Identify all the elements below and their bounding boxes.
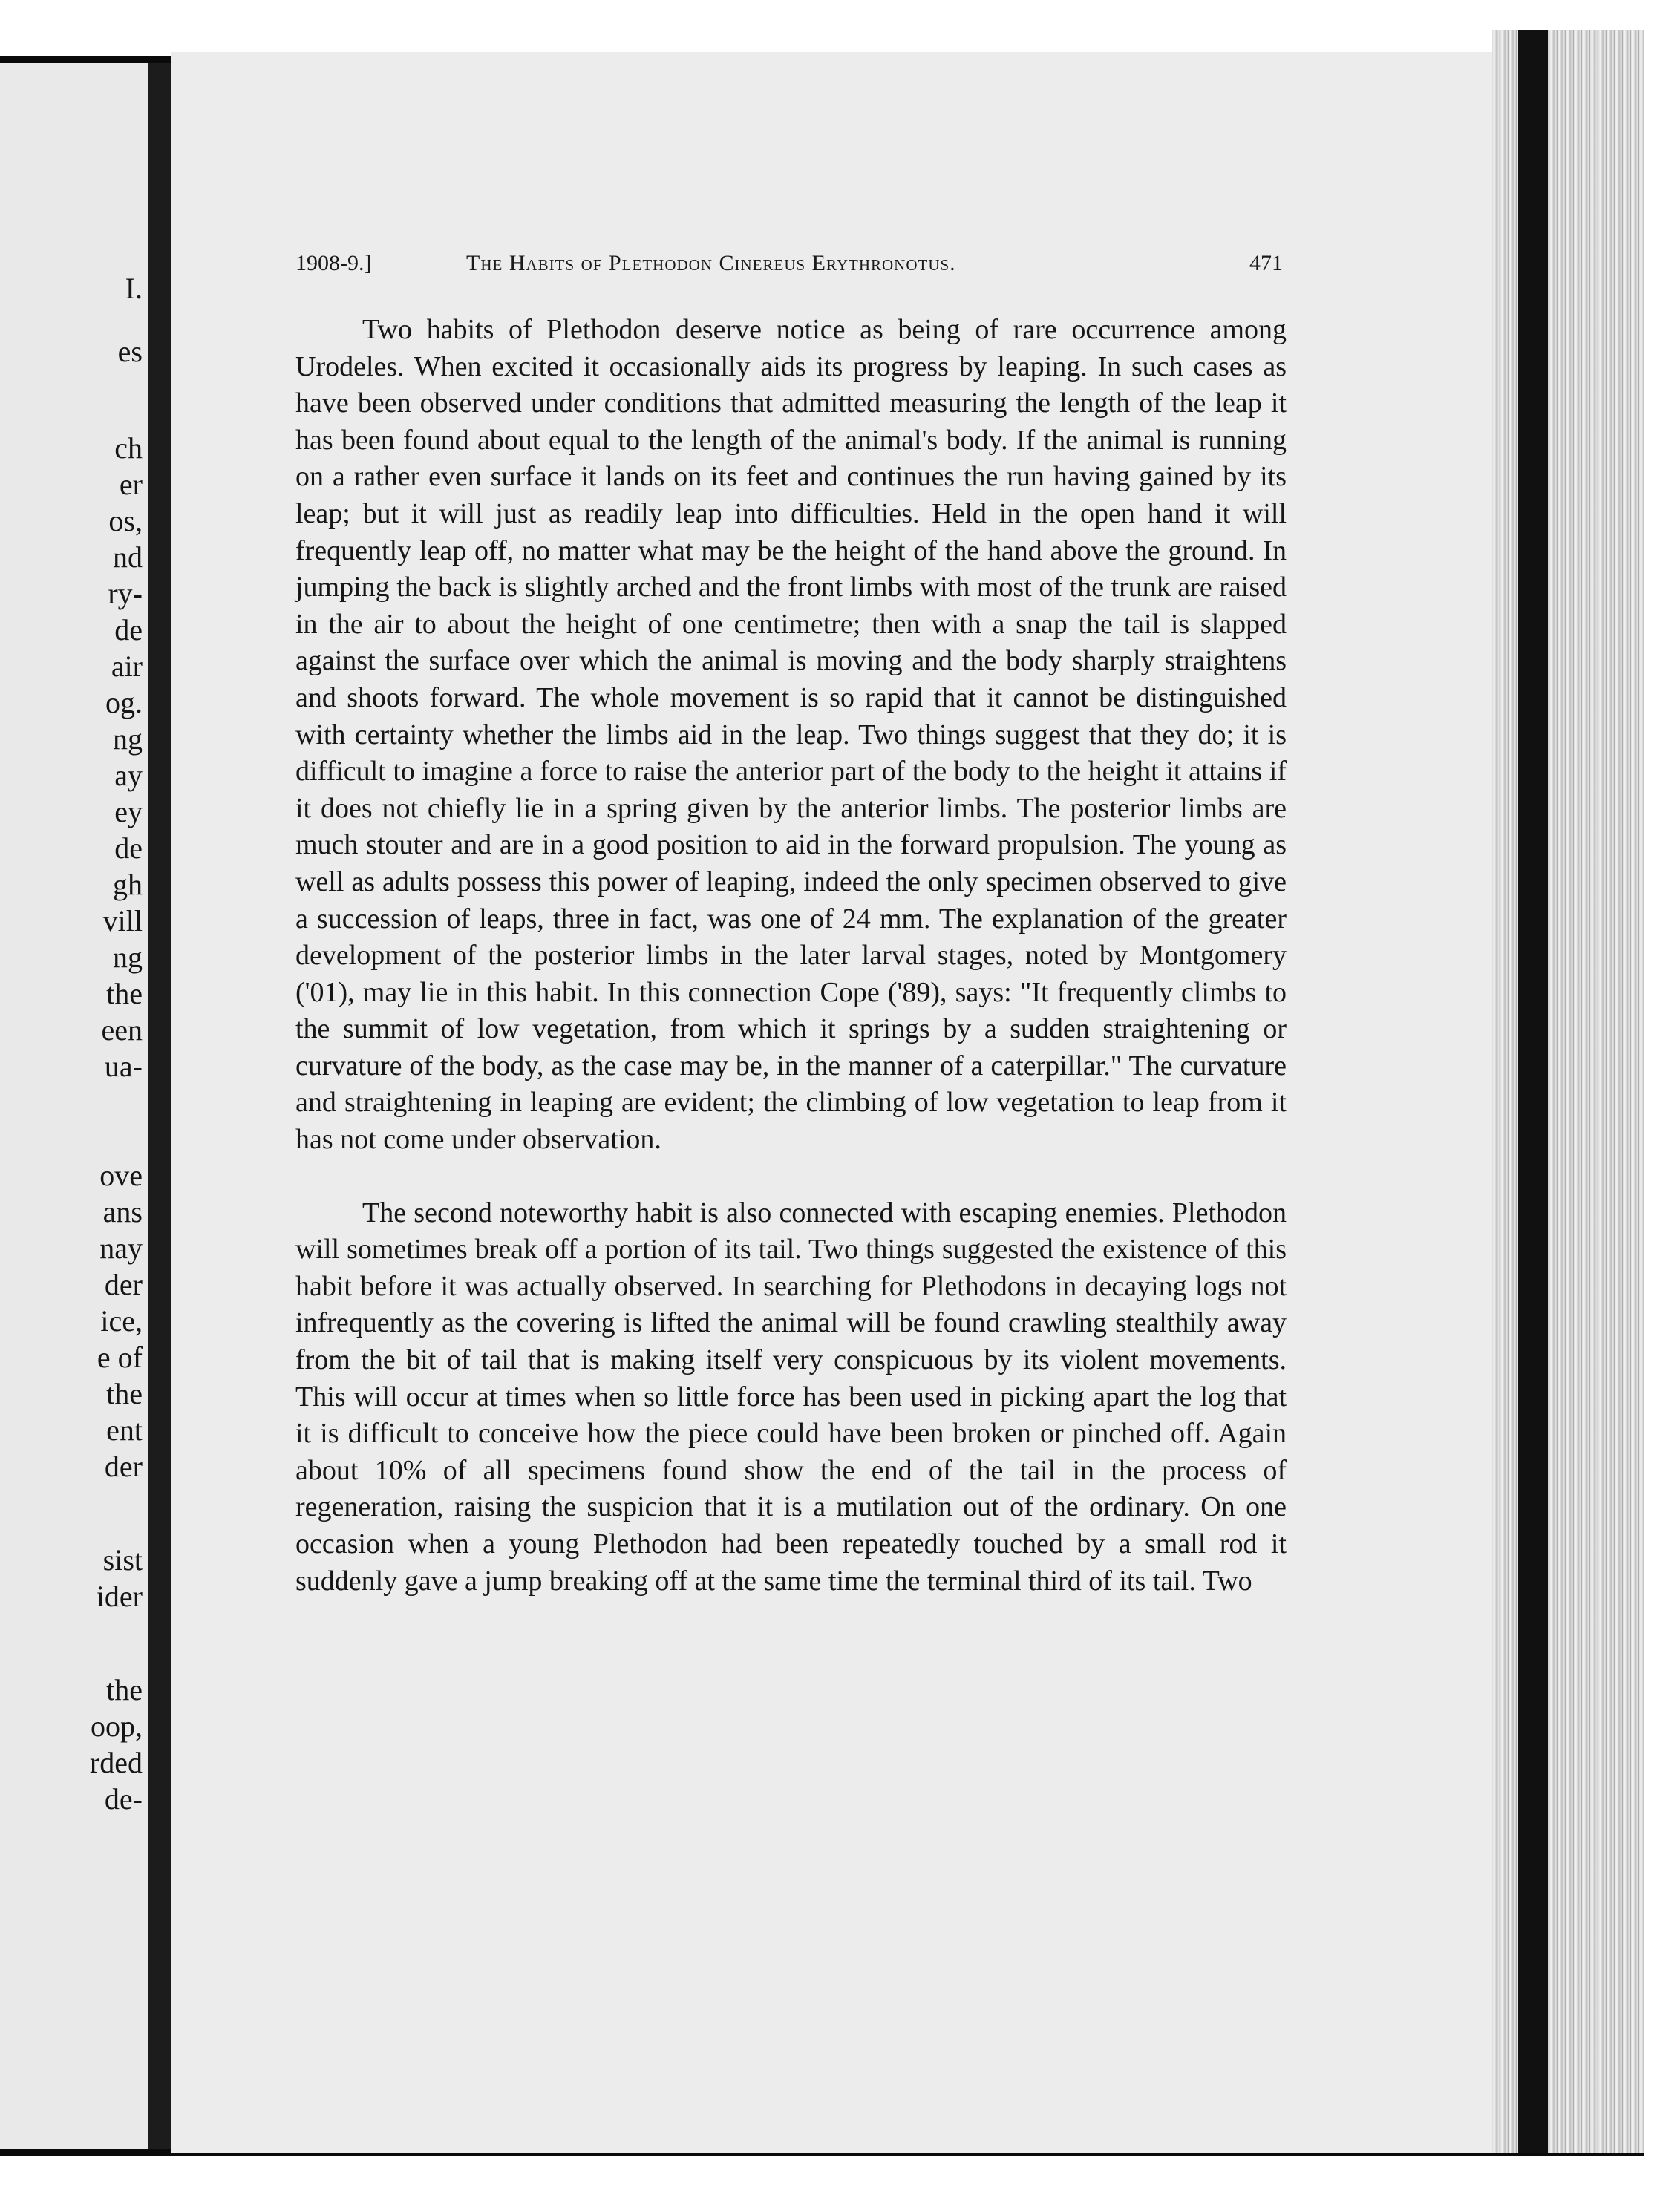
- left-page-fragment: ice,: [100, 1304, 143, 1338]
- edge-shadow: [1518, 30, 1548, 2153]
- left-page-fragment: ent: [106, 1413, 143, 1447]
- running-head-year: 1908-9.]: [295, 251, 372, 275]
- left-page-fragment: sist: [102, 1543, 143, 1577]
- left-page-fragment: nd: [113, 540, 143, 574]
- left-page-fragment: the: [106, 977, 143, 1010]
- left-page-fragment: gh: [113, 868, 143, 901]
- book-gutter: [148, 63, 171, 2149]
- left-page-fragment: the: [106, 1673, 143, 1707]
- left-page-fragment: nay: [99, 1231, 143, 1265]
- left-page-fragment: de-: [104, 1782, 143, 1816]
- running-head-title: The Habits of Plethodon Cinereus Erythronotus.: [466, 251, 956, 275]
- left-page-fragment: der: [104, 1450, 143, 1483]
- left-page-fragment: vill: [102, 904, 143, 938]
- left-page-fragment: ng: [113, 722, 143, 756]
- left-page-fragment: rded: [89, 1746, 143, 1779]
- left-page-fragment: oop,: [91, 1709, 143, 1743]
- left-page-fragment: een: [101, 1013, 143, 1047]
- left-page-fragment: ey: [114, 795, 143, 828]
- left-page-fragment: ng: [113, 940, 143, 974]
- left-page-fragment: ans: [102, 1195, 143, 1228]
- left-page-fragment: the: [106, 1377, 143, 1410]
- left-page-fragment: er: [119, 468, 143, 501]
- left-page-fragment: og.: [105, 686, 143, 719]
- page-number: 471: [1249, 251, 1283, 275]
- paragraph: The second noteworthy habit is also connected with escaping enemies. Plethodon will sometimes break off a portion of its tail. Two things suggested the existence of this habit before it was actually observed. In searching for Plethodons in decaying logs not infrequently as the covering is lifted the animal will be found crawling stealthily away from the bit of tail that is making itself very conspicuous by its violent movements. This will occur at times when so little force has been used in picking apart the log that it is difficult to conceive how the piece could have been broken or pinched off. Again about 10% of all specimens found show the end of the tail in the process of regeneration, raising the suspicion that it is a mutilation out of the ordinary. On one occasion when a young Plethodon had been repeatedly touched by a small rod it suddenly gave a jump breaking off at the same time the terminal third of its tail. Two: [295, 1197, 1287, 1597]
- left-page-fragment: der: [104, 1268, 143, 1301]
- left-page-fragment: air: [111, 649, 143, 683]
- paragraph: Two habits of Plethodon deserve notice as being of rare occurrence among Urodeles. When excited it occasionally aids its progress by leaping. In such cases as have been observed under conditions that admitted measuring the length of the leap it has been found about equal to the length of the animal's body. If the animal is running on a rather even surface it lands on its feet and continues the run having gained by its leap; but it will just as readily leap into difficulties. Held in the open hand it will frequently leap off, no matter what may be the height of the hand above the ground. In jumping the back is slightly arched and the front limbs with most of the trunk are raised in the air to about the height of one centimetre; then with a snap the tail is slapped against the surface over which the animal is moving and the body sharply straightens and shoots forward. The whole movement is so rapid that it cannot be distinguished with certainty whether the limbs aid in the leap. Two things suggest that they do; it is difficult to imagine a force to raise the anterior part of the body to the height it attains if it does not chiefly lie in a spring given by the anterior limbs. The posterior limbs are much stouter and are in a good position to aid in the forward propulsion. The young as well as adults possess this power of leaping, indeed the only specimen observed to give a succession of leaps, three in fact, was one of 24 mm. The explanation of the greater development of the posterior limbs in the later larval stages, noted by Montgomery ('01), may lie in this habit. In this connection Cope ('89), says: "It frequently climbs to the summit of low vegetation, from which it springs by a sudden straightening or curvature of the body, as the case may be, in the manner of a caterpillar." The curvature and straightening in leaping are evident; the climbing of low vegetation to leap from it has not come under observation.: [295, 314, 1287, 1156]
- left-page-fragment: ove: [99, 1159, 143, 1192]
- left-page-fragment: I.: [125, 272, 143, 305]
- left-page: [0, 63, 148, 2149]
- left-page-fragment: ch: [114, 431, 143, 465]
- left-page-fragment: de: [114, 613, 143, 647]
- left-page-fragment: ay: [114, 759, 143, 792]
- left-page-fragment: es: [117, 335, 143, 368]
- left-page-fragment: e of: [97, 1341, 143, 1374]
- left-page-fragment: ua-: [104, 1050, 143, 1083]
- running-head: [295, 251, 1283, 288]
- left-page-fragment: ry-: [108, 577, 143, 610]
- body-text: [295, 312, 1287, 1600]
- left-page-fragment: de: [114, 831, 143, 865]
- page-edges: [1492, 30, 1644, 2153]
- left-page-fragment: os,: [108, 504, 143, 537]
- left-page-fragment: ider: [96, 1580, 143, 1613]
